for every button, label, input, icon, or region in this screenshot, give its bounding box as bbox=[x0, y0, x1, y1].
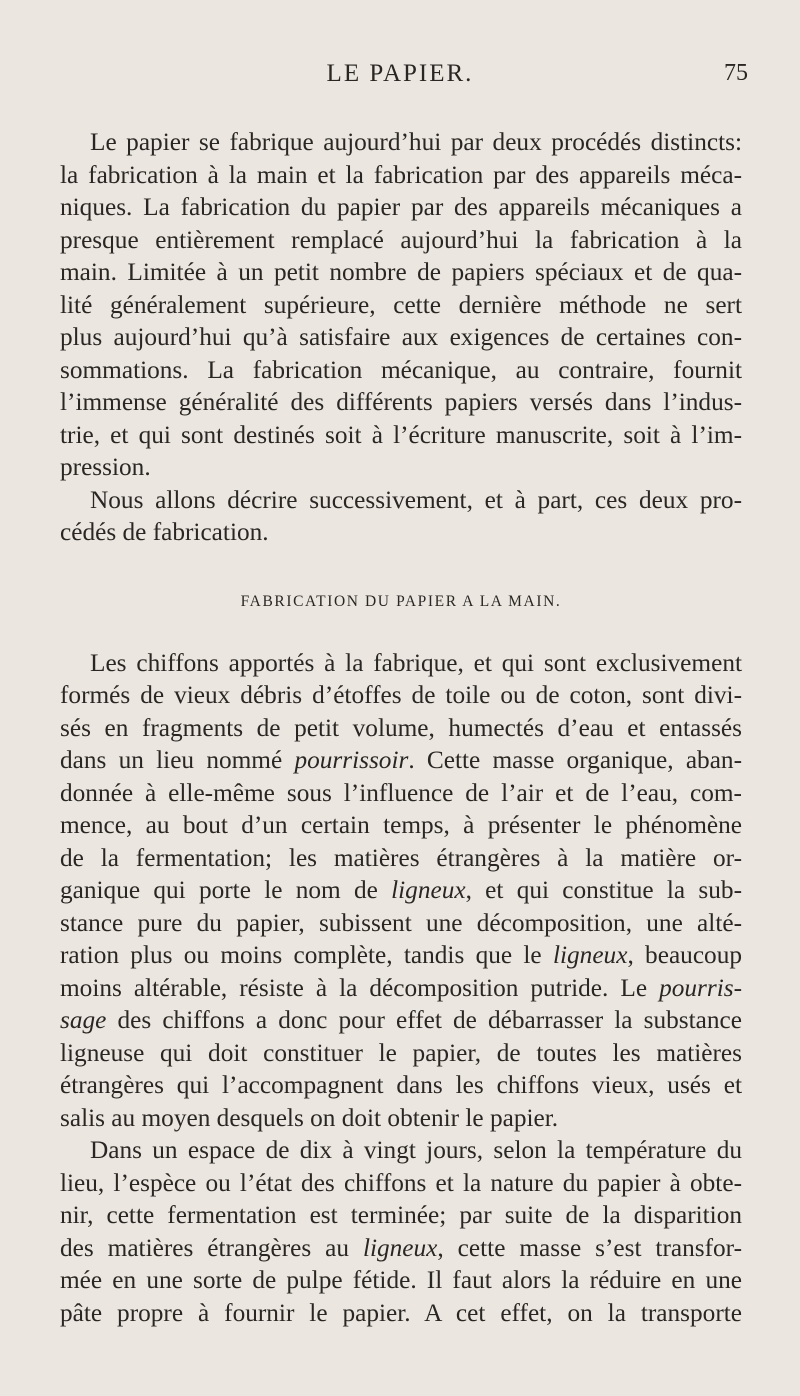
text-line: la fabrication à la main et la fabrication par des appareils méca- bbox=[60, 160, 742, 189]
text-line: de la fermentation; les matières étrangères à la matière or- bbox=[60, 843, 742, 872]
paragraph-chiffons bbox=[60, 647, 742, 1135]
text-line: sommations. La fabrication mécanique, au contraire, fournit bbox=[60, 355, 742, 384]
text-line: ration plus ou moins complète, tandis que le ligneux, beaucoup bbox=[60, 941, 742, 969]
text-line: Dans un espace de dix à vingt jours, selon la température du bbox=[90, 1136, 742, 1164]
text-line: dans un lieu nommé pourrissoir. Cette masse organique, aban- bbox=[60, 746, 742, 774]
text-line: salis au moyen desquels on doit obtenir le papier. bbox=[60, 1103, 559, 1132]
text-line: pâte propre à fournir le papier. A cet effet, on la transporte bbox=[60, 1298, 742, 1327]
text-line: stance pure du papier, subissent une décomposition, une alté- bbox=[60, 908, 742, 937]
text-line: main. Limitée à un petit nombre de papiers spéciaux et de qua- bbox=[60, 258, 742, 286]
page-number: 75 bbox=[724, 60, 748, 86]
text-line: formés de vieux débris d’étoffes de toile ou de coton, sont divi- bbox=[60, 681, 742, 709]
body-text bbox=[60, 126, 742, 1329]
text-line: étrangères qui l’accompagnent dans les chiffons vieux, usés et bbox=[60, 1071, 742, 1099]
text-line: lité généralement supérieure, cette dernière méthode ne sert bbox=[60, 290, 742, 319]
text-line: niques. La fabrication du papier par des appareils mécaniques a bbox=[60, 193, 742, 221]
text-line: ligneuse qui doit constituer le papier, de toutes les matières bbox=[60, 1038, 742, 1067]
text-line: pression. bbox=[60, 453, 151, 481]
text-line: lieu, l’espèce ou l’état des chiffons et la nature du papier à obte- bbox=[60, 1168, 742, 1197]
paragraph-intro bbox=[60, 126, 742, 484]
text-line: ganique qui porte le nom de ligneux, et qui constitue la sub- bbox=[60, 876, 742, 904]
text-line: mée en une sorte de pulpe fétide. Il faut alors la réduire en une bbox=[60, 1266, 742, 1294]
text-line: Le papier se fabrique aujourd’hui par deux procédés distincts: bbox=[90, 128, 742, 156]
text-line: trie, et qui sont destinés soit à l’écriture manuscrite, soit à l’im- bbox=[60, 420, 742, 449]
text-line: presque entièrement remplacé aujourd’hui la fabrication à la bbox=[60, 225, 742, 254]
text-line: l’immense généralité des différents papiers versés dans l’indus- bbox=[60, 388, 742, 416]
text-line: sés en fragments de petit volume, humectés d’eau et entassés bbox=[60, 713, 742, 742]
paragraph-plan bbox=[60, 484, 742, 549]
text-line: plus aujourd’hui qu’à satisfaire aux exigences de certaines con- bbox=[60, 323, 742, 351]
paragraph-fermentation bbox=[60, 1134, 742, 1329]
text-line: Les chiffons apportés à la fabrique, et qui sont exclusivement bbox=[90, 648, 742, 677]
text-line: sage des chiffons a donc pour effet de débarrasser la substance bbox=[60, 1006, 742, 1034]
text-line: mence, au bout d’un certain temps, à présenter le phénomène bbox=[60, 811, 742, 839]
text-line: des matières étrangères au ligneux, cette masse s’est transfor- bbox=[60, 1233, 742, 1262]
text-line: Nous allons décrire successivement, et à part, ces deux pro- bbox=[90, 485, 742, 514]
text-line: cédés de fabrication. bbox=[60, 518, 269, 546]
text-line: moins altérable, résiste à la décomposition putride. Le pourris- bbox=[60, 973, 742, 1002]
text-line: donnée à elle-même sous l’influence de l’air et de l’eau, com- bbox=[60, 778, 742, 807]
running-title: LE PAPIER. bbox=[326, 60, 474, 87]
section-heading: FABRICATION DU PAPIER A LA MAIN. bbox=[240, 592, 562, 610]
page-header bbox=[0, 60, 800, 94]
text-line: nir, cette fermentation est terminée; par suite de la disparition bbox=[60, 1201, 742, 1229]
